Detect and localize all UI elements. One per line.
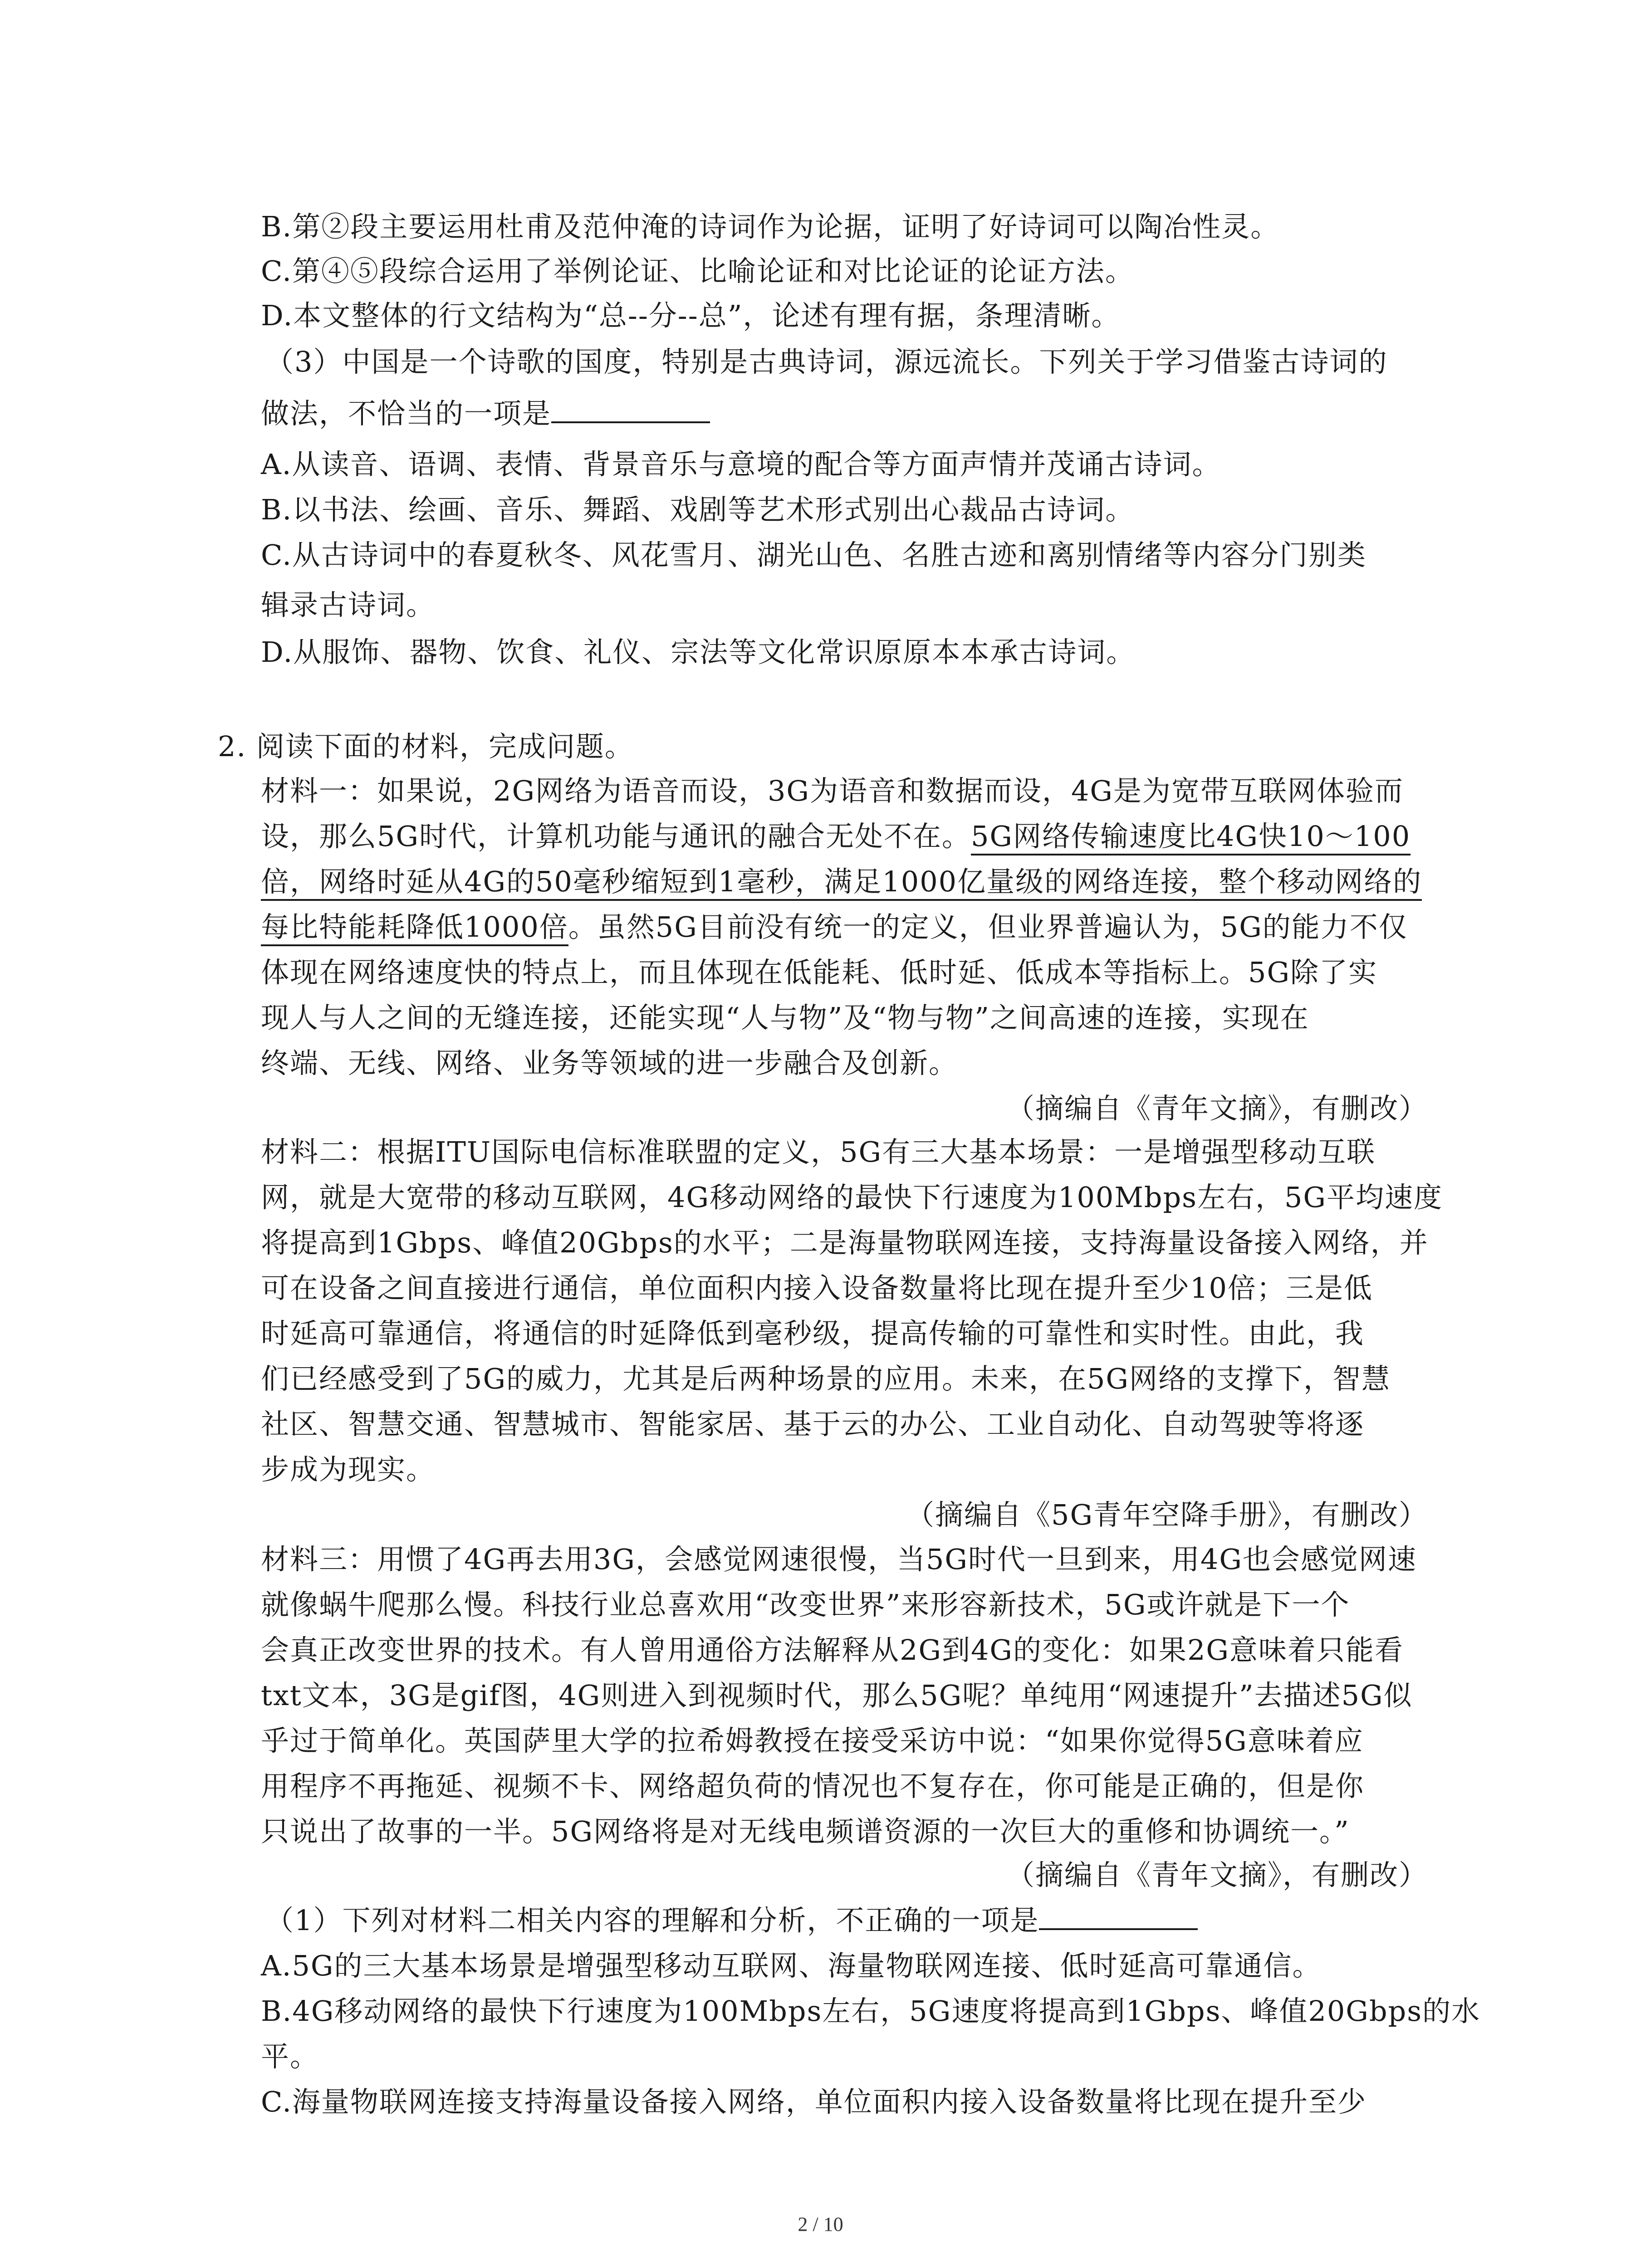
m2-line2: 网，就是大宽带的移动互联网，4G移动网络的最快下行速度为100Mbps左右，5G平均速度 xyxy=(261,1181,1443,1214)
m3-line7: 只说出了故事的一半。5G网络将是对无线电频谱资源的一次巨大的重修和协调统一。” xyxy=(261,1815,1350,1848)
q1-part3-stem-line1: （3）中国是一个诗歌的国度，特别是古典诗词，源远流长。下列关于学习借鉴古诗词的 xyxy=(265,345,1388,378)
q1-part3-option-d: D.从服饰、器物、饮食、礼仪、宗法等文化常识原原本本承古诗词。 xyxy=(261,635,1136,669)
m3-line3: 会真正改变世界的技术。有人曾用通俗方法解释从2G到4G的变化：如果2G意味着只能看 xyxy=(261,1633,1404,1667)
m1-line6: 现人与人之间的无缝连接，还能实现“人与物”及“物与物”之间高速的连接，实现在 xyxy=(261,1001,1309,1034)
m2-line1: 材料二：根据ITU国际电信标准联盟的定义，5G有三大基本场景：一是增强型移动互联 xyxy=(261,1135,1376,1168)
m2-line8: 步成为现实。 xyxy=(261,1453,436,1486)
m2-line4: 可在设备之间直接进行通信，单位面积内接入设备数量将比现在提升至少10倍；三是低 xyxy=(261,1271,1373,1305)
m1-source: （摘编自《青年文摘》，有删改） xyxy=(1006,1092,1428,1125)
q2-sub1-option-a: A.5G的三大基本场景是增强型移动互联网、海量物联网连接、低时延高可靠通信。 xyxy=(261,1949,1322,1982)
underlined-text: 5G网络传输速度比4G快10～100 xyxy=(971,820,1411,855)
q1-option-b: B.第②段主要运用杜甫及范仲淹的诗词作为论据，证明了好诗词可以陶冶性灵。 xyxy=(261,210,1280,243)
m3-line5: 乎过于简单化。英国萨里大学的拉希姆教授在接受采访中说：“如果你觉得5G意味着应 xyxy=(261,1724,1364,1757)
m3-line1: 材料三：用惯了4G再去用3G，会感觉网速很慢，当5G时代一旦到来，用4G也会感觉网速 xyxy=(261,1543,1417,1576)
q1-part3-option-b: B.以书法、绘画、音乐、舞蹈、戏剧等艺术形式别出心裁品古诗词。 xyxy=(261,493,1135,526)
underlined-text: 倍，网络时延从4G的50毫秒缩短到1毫秒，满足1000亿量级的网络连接，整个移动网络的 xyxy=(261,865,1422,901)
m1-line5: 体现在网络速度快的特点上，而且体现在低能耗、低时延、低成本等指标上。5G除了实 xyxy=(261,956,1377,989)
q2-sub1-option-b-line2: 平。 xyxy=(261,2040,319,2073)
m2-line3: 将提高到1Gbps、峰值20Gbps的水平；二是海量物联网连接，支持海量设备接入网络，并 xyxy=(261,1226,1429,1259)
q1-part3-option-a: A.从读音、语调、表情、背景音乐与意境的配合等方面声情并茂诵古诗词。 xyxy=(261,448,1221,481)
q2-sub1-option-c-line1: C.海量物联网连接支持海量设备接入网络，单位面积内接入设备数量将比现在提升至少 xyxy=(261,2085,1367,2118)
q1-part3-option-c-line2: 辑录古诗词。 xyxy=(261,588,436,621)
q2-title: 2. 阅读下面的材料，完成问题。 xyxy=(218,730,634,763)
m3-line4: txt文本，3G是gif图，4G则进入到视频时代，那么5G呢？单纯用“网速提升”去描述5G似 xyxy=(261,1679,1413,1712)
page-number: 2 / 10 xyxy=(798,2213,843,2235)
m2-source: （摘编自《5G青年空降手册》，有删改） xyxy=(906,1498,1428,1531)
q2-sub1-stem: （1）下列对材料二相关内容的理解和分析，不正确的一项是 xyxy=(265,1902,1198,1939)
m1-line1: 材料一：如果说，2G网络为语音而设，3G为语音和数据而设，4G是为宽带互联网体验而 xyxy=(261,774,1404,807)
m3-line6: 用程序不再拖延、视频不卡、网络超负荷的情况也不复存在，你可能是正确的，但是你 xyxy=(261,1769,1365,1803)
q1-option-d: D.本文整体的行文结构为“总--分--总”，论述有理有据，条理清晰。 xyxy=(261,299,1121,332)
answer-blank[interactable] xyxy=(551,396,710,423)
m1-line7: 终端、无线、网络、业务等领域的进一步融合及创新。 xyxy=(261,1046,958,1080)
m3-source: （摘编自《青年文摘》，有删改） xyxy=(1006,1858,1428,1892)
q1-part3-stem-line2: 做法，不恰当的一项是 xyxy=(261,396,710,432)
q2-sub1-option-b-line1: B.4G移动网络的最快下行速度为100Mbps左右，5G速度将提高到1Gbps、峰值20Gbps的水 xyxy=(261,1994,1481,2028)
m2-line7: 社区、智慧交通、智慧城市、智能家居、基于云的办公、工业自动化、自动驾驶等将逐 xyxy=(261,1408,1365,1441)
m1-line2: 设，那么5G时代，计算机功能与通讯的融合无处不在。5G网络传输速度比4G快10～100 xyxy=(261,818,1411,855)
m1-line4: 每比特能耗降低1000倍。虽然5G目前没有统一的定义，但业界普遍认为，5G的能力不仅 xyxy=(261,909,1408,945)
q1-part3-option-c-line1: C.从古诗词中的春夏秋冬、风花雪月、湖光山色、名胜古迹和离别情绪等内容分门别类 xyxy=(261,538,1367,572)
q1-option-c: C.第④⑤段综合运用了举例论证、比喻论证和对比论证的论证方法。 xyxy=(261,254,1134,288)
m2-line6: 们已经感受到了5G的威力，尤其是后两种场景的应用。未来，在5G网络的支撑下，智慧 xyxy=(261,1362,1391,1395)
underlined-text: 每比特能耗降低1000倍 xyxy=(261,910,568,946)
m1-line3 xyxy=(261,864,1422,900)
answer-blank[interactable] xyxy=(1039,1903,1198,1930)
m2-line5: 时延高可靠通信，将通信的时延降低到毫秒级，提高传输的可靠性和实时性。由此，我 xyxy=(261,1317,1365,1350)
m3-line2: 就像蜗牛爬那么慢。科技行业总喜欢用“改变世界”来形容新技术，5G或许就是下一个 xyxy=(261,1588,1350,1621)
